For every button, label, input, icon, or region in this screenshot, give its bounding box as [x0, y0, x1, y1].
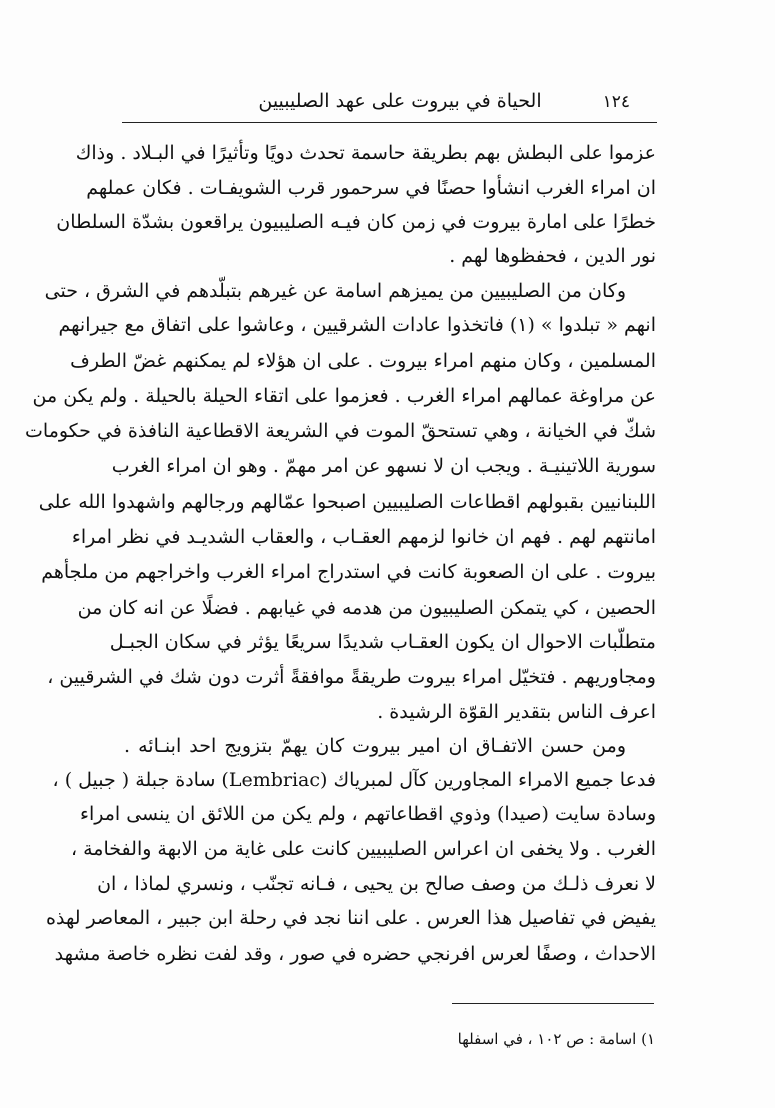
text-line: عزموا على البطش بهم بطريقة حاسمة تحدث دويًا وتأثيرًا في البـلاد . وذاك — [75, 142, 656, 164]
text-line: بيروت . على ان الصعوبة كانت في استدراج امراء الغرب واخراجهم من ملجأهم — [41, 561, 656, 583]
paragraph-start-line: وكان من الصليبيين من يميزهم اسامة عن غيرهم بتبلّدهم في الشرق ، حتى — [44, 280, 626, 302]
text-line: المسلمين ، وكان منهم امراء بيروت . على ان هؤلاء لم يمكنهم غضّ الطرف — [70, 350, 656, 372]
footnote-rule — [452, 1003, 654, 1004]
running-title: الحياة في بيروت على عهد الصليبيين — [258, 90, 542, 112]
text-line: لا نعرف ذلـك من وصف صالح بن يحيى ، فـانه تجنّب ، ونسري لماذا ، ان — [97, 873, 656, 895]
footnote: ١) اسامة : ص ١٠٢ ، في اسفلها — [457, 1030, 655, 1048]
text-line: نور الدين ، فحفظوها لهم . — [449, 245, 656, 267]
text-line: خطرًا على امارة بيروت في زمن كان فيـه الصليبيون يراقعون بشدّة السلطان — [56, 211, 656, 233]
text-line: عن مراوغة عمالهم امراء الغرب . فعزموا على اتقاء الحيلة بالحيلة . ولم يكن من — [32, 385, 656, 407]
text-line: فدعا جميع الامراء المجاورين كآل لمبرياك (Lembriac) سادة جبلة ( جبيل ) ، — [52, 769, 656, 791]
text-line: انهم « تبلدوا » (١) فاتخذوا عادات الشرقيين ، وعاشوا على اتفاق مع جيرانهم — [58, 314, 656, 336]
text-line: وسادة سايت (صيدا) وذوي اقطاعاتهم ، ولم يكن من اللائق ان ينسى امراء — [80, 803, 656, 825]
text-line: ان امراء الغرب انشأوا حصنًا في سرحمور قرب الشويفـات . فكان عملهم — [86, 177, 656, 199]
text-line: اعرف الناس بتقدير القوّة الرشيدة . — [377, 701, 656, 723]
text-line: متطلّبات الاحوال ان يكون العقـاب شديدًا سريعًا يؤثر في سكان الجبـل — [109, 631, 656, 653]
text-line: اللبنانيين بقبولهم اقطاعات الصليبيين اصبحوا عمّالهم ورجالهم واشهدوا الله على — [38, 491, 656, 513]
text-line: الاحداث ، وصفًا لعرس افرنجي حضره في صور ، وقد لفت نظره خاصة مشهد — [54, 943, 656, 965]
text-line: ومجاوريهم . فتخيّل امراء بيروت طريقةً موافقةً أثرت دون شك في الشرقيين ، — [47, 666, 656, 688]
text-line: الغرب . ولا يخفى ان اعراس الصليبيين كانت على غاية من الابهة والفخامة ، — [70, 838, 656, 860]
text-line: شكّ في الخيانة ، وهي تستحقّ الموت في الشريعة الاقطاعية النافذة في حكومات — [25, 420, 656, 442]
page-number: ١٢٤ — [602, 92, 630, 112]
text-line: سورية اللاتينيـة . ويجب ان لا نسهو عن امر مهمّ . وهو ان امراء الغرب — [111, 455, 656, 477]
text-line: امانتهم لهم . فهم ان خانوا لزمهم العقـاب ، والعقاب الشديـد في نظر امراء — [71, 526, 656, 548]
paragraph-start-line: ومن حسن الاتفـاق ان امير بيروت كان يهمّ بتزويج احد ابنـائه . — [124, 735, 626, 757]
header-rule — [122, 122, 657, 123]
text-line: الحصين ، كي يتمكن الصليبيون من هدمه في غيابهم . فضلًا عن انه كان من — [77, 597, 656, 619]
text-line: يفيض في تفاصيل هذا العرس . على اننا نجد في رحلة ابن جبير ، المعاصر لهذه — [46, 907, 656, 929]
